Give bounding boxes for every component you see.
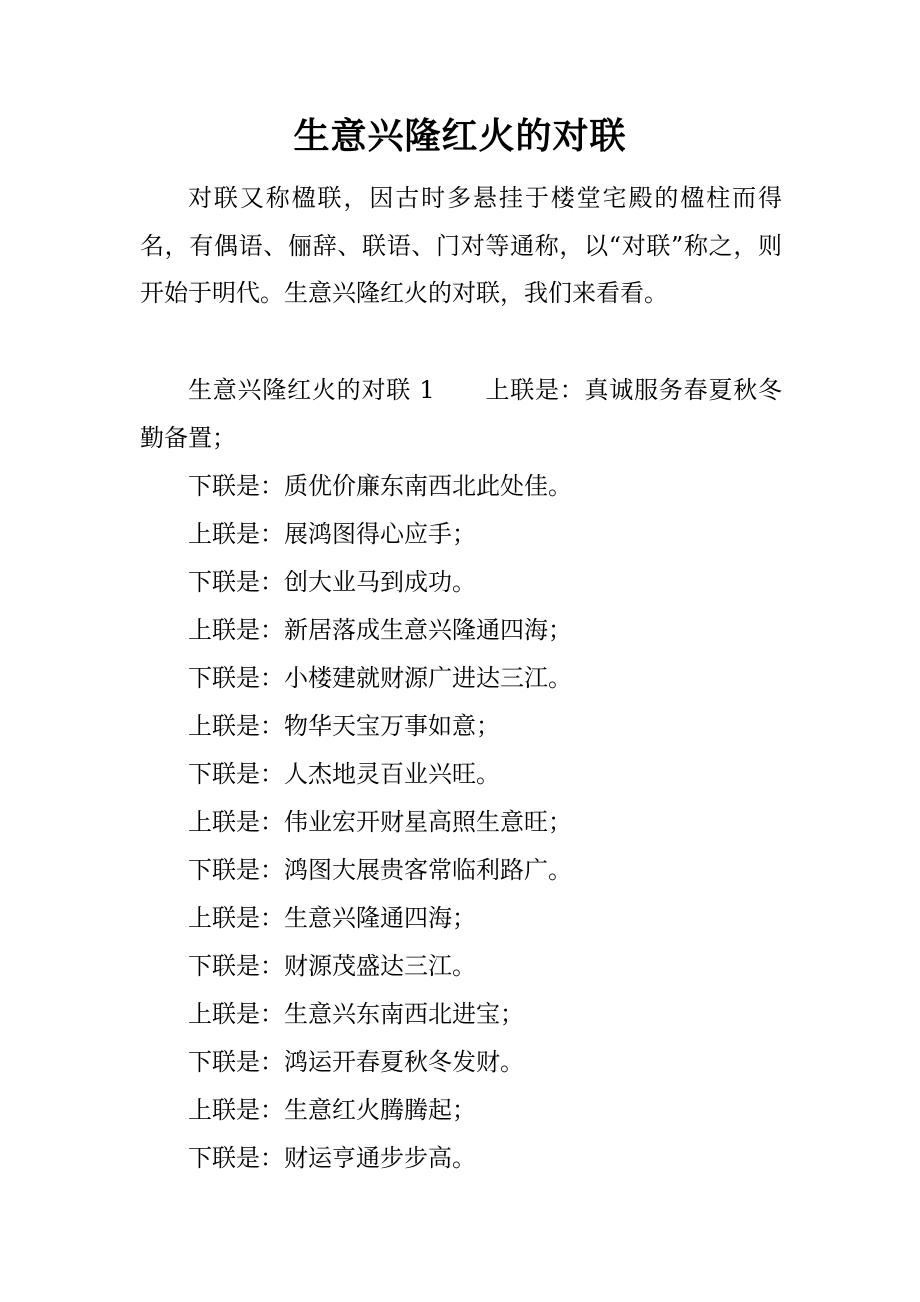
couplet-line: 下联是：财运亨通步步高。: [188, 1144, 476, 1172]
couplet-line: 上联是：生意红火腾腾起；: [188, 1096, 476, 1124]
couplet-line: 上联是：物华天宝万事如意；: [188, 712, 500, 740]
couplet-line: 上联是：生意兴东南西北进宝；: [188, 1000, 524, 1028]
couplet-line: 下联是：小楼建就财源广进达三江。: [188, 664, 572, 692]
couplet-line: 上联是：新居落成生意兴隆通四海；: [188, 616, 572, 644]
couplet-first-line: 上联是：真诚服务春夏秋冬勤备置；: [140, 376, 782, 452]
intro-paragraph: 对联又称楹联，因古时多悬挂于楼堂宅殿的楹柱而得名，有偶语、俪辞、联语、门对等通称，以“对联”称之，则开始于明代。生意兴隆红火的对联，我们来看看。: [140, 184, 782, 307]
couplet-line: 下联是：质优价廉东南西北此处佳。: [188, 472, 572, 500]
section-heading: 生意兴隆红火的对联 1: [188, 376, 435, 404]
couplet-section-1: [140, 366, 782, 1230]
document-title: 生意兴隆红火的对联: [293, 115, 627, 157]
couplet-list: [140, 462, 782, 1230]
couplet-line: 上联是：生意兴隆通四海；: [188, 904, 476, 932]
couplet-line: 上联是：展鸿图得心应手；: [188, 520, 476, 548]
couplet-line: 下联是：鸿运开春夏秋冬发财。: [188, 1048, 524, 1076]
couplet-line: [140, 1182, 782, 1230]
couplet-line: 下联是：财源茂盛达三江。: [188, 952, 476, 980]
couplet-line: 下联是：鸿图大展贵客常临利路广。: [188, 856, 572, 884]
couplet-line: 下联是：创大业马到成功。: [188, 568, 476, 596]
section-heading-paragraph: [140, 366, 782, 462]
couplet-line: 下联是：人杰地灵百业兴旺。: [188, 760, 500, 788]
couplet-line: 上联是：伟业宏开财星高照生意旺；: [188, 808, 572, 836]
